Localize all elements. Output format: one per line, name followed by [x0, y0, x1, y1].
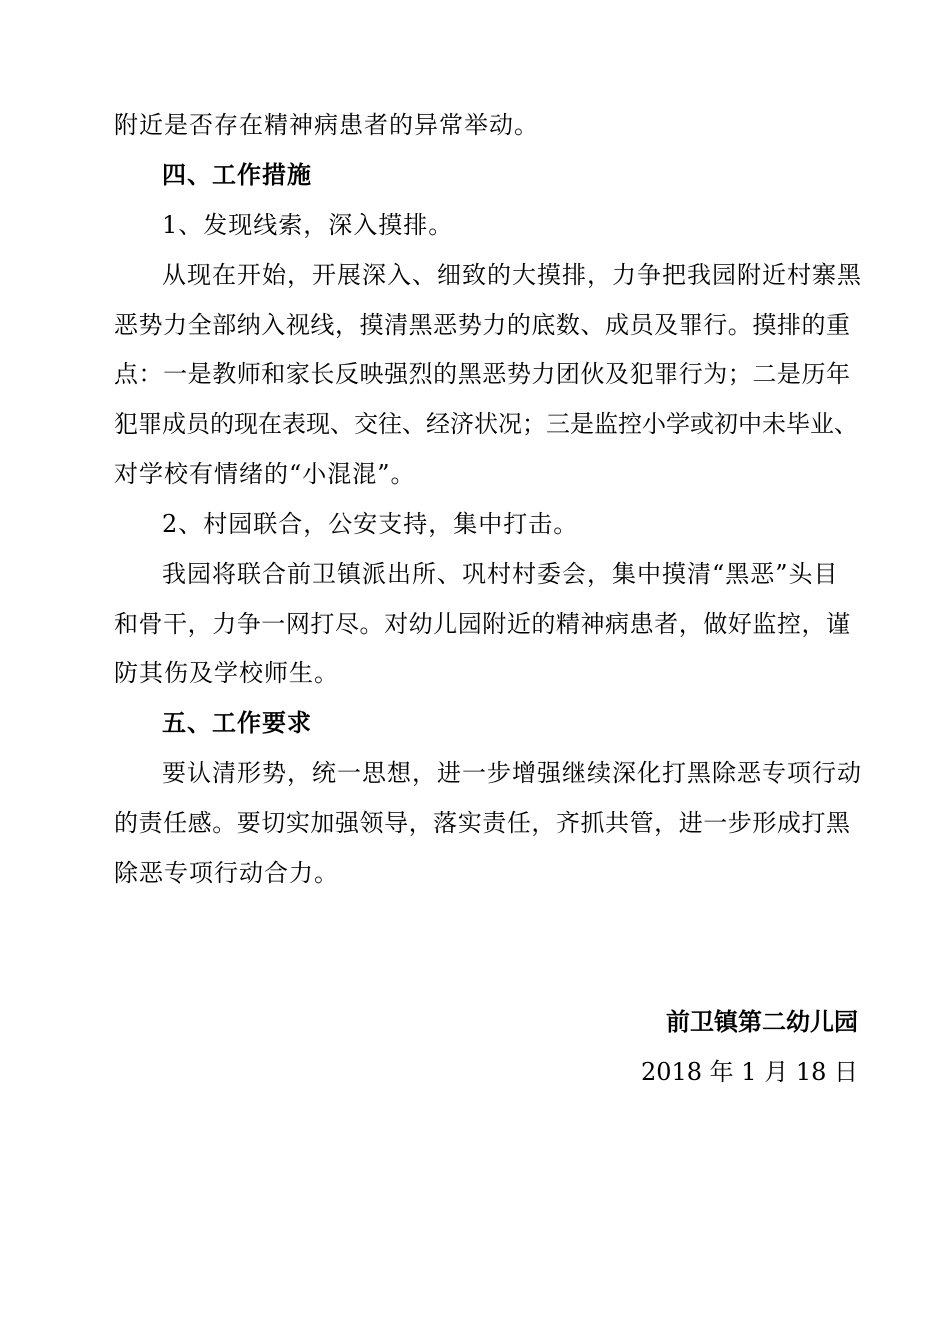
section-5-para-line-1: 要认清形势，统一思想，进一步增强继续深化打黑除恶专项行动	[162, 759, 862, 787]
item-1-para-line-5: 对学校有情绪的“小混混”。	[114, 460, 416, 488]
signature-date: 2018 年 1 月 18 日	[640, 1058, 858, 1086]
item-1-title: 1、发现线索，深入摸排。	[162, 211, 454, 239]
item-2-title: 2、村园联合，公安支持，集中打击。	[162, 510, 579, 538]
item-2-para-line-2: 和骨干，力争一网打尽。对幼儿园附近的精神病患者，做好监控，谨	[114, 610, 850, 638]
item-1-para-line-2: 恶势力全部纳入视线，摸清黑恶势力的底数、成员及罪行。摸排的重	[114, 311, 850, 339]
section-5-para-line-3: 除恶专项行动合力。	[114, 859, 339, 887]
item-2-para-line-1: 我园将联合前卫镇派出所、巩村村委会，集中摸清“黑恶”头目	[162, 560, 839, 588]
signature-organization: 前卫镇第二幼儿园	[666, 1008, 858, 1036]
item-1-para-line-3: 点：一是教师和家长反映强烈的黑恶势力团伙及犯罪行为；二是历年	[114, 360, 850, 388]
section-5-heading: 五、工作要求	[162, 709, 312, 737]
section-5-para-line-2: 的责任感。要切实加强领导，落实责任，齐抓共管，进一步形成打黑	[114, 809, 850, 837]
continued-line: 附近是否存在精神病患者的异常举动。	[114, 111, 539, 139]
item-1-para-line-1: 从现在开始，开展深入、细致的大摸排，力争把我园附近村寨黑	[162, 261, 862, 289]
item-1-para-line-4: 犯罪成员的现在表现、交往、经济状况；三是监控小学或初中未毕业、	[114, 410, 858, 438]
section-4-heading: 四、工作措施	[162, 161, 312, 189]
item-2-para-line-3: 防其伤及学校师生。	[114, 659, 339, 687]
